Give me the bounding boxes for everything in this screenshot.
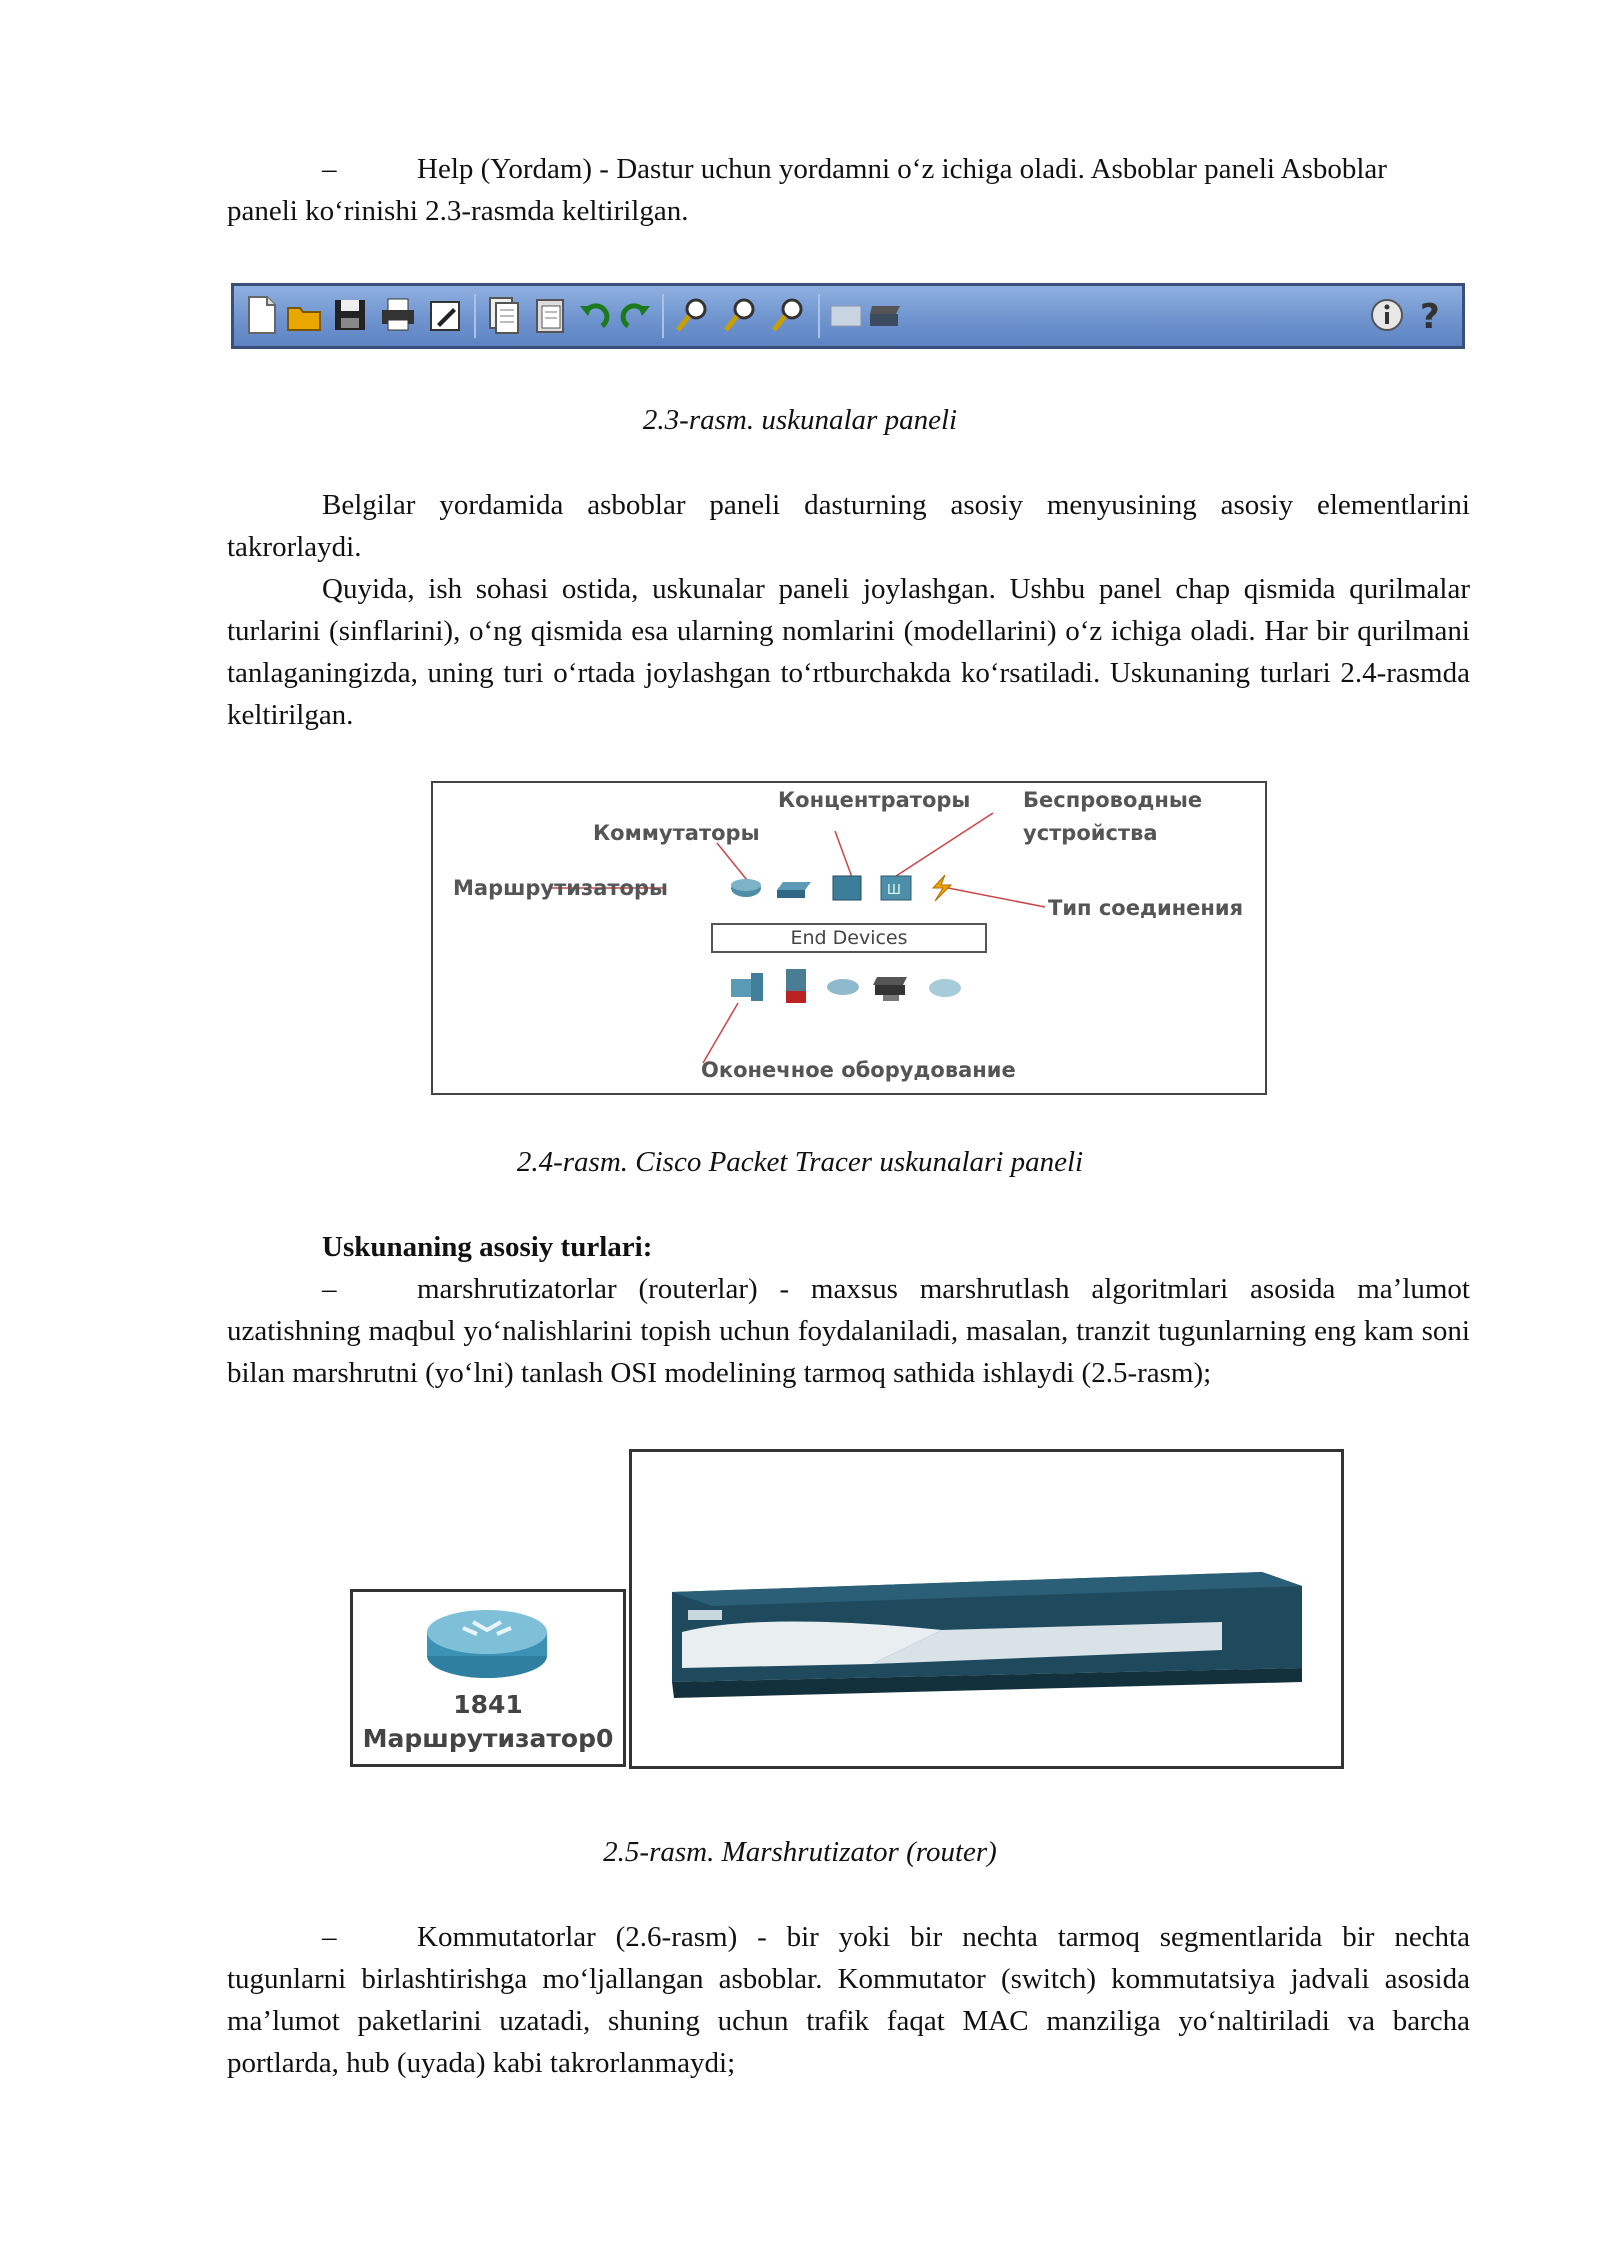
router-device-image [662, 1572, 1312, 1712]
end-devices-label[interactable]: End Devices [711, 923, 987, 953]
help-text-line2: paneli ko‘rinishi 2.3-rasmda keltirilgan. [227, 195, 689, 227]
undo-icon [576, 294, 612, 336]
edit-icon [427, 294, 463, 336]
pc-icon[interactable] [729, 971, 765, 1005]
wireless-icon[interactable] [879, 874, 913, 902]
new-file-icon [243, 294, 279, 336]
phone-icon[interactable] [825, 977, 861, 997]
help-icon [1414, 294, 1450, 336]
router-model-label: 1841 [453, 1690, 523, 1719]
palette-icon [828, 294, 864, 336]
figure-caption: 2.5-rasm. Marshrutizator (router) [603, 1836, 997, 1868]
bullet-dash: – [322, 1921, 337, 1953]
device-panel-figure [431, 781, 1267, 1095]
switch-icon[interactable] [777, 878, 813, 900]
router-icon-panel [350, 1589, 626, 1767]
server-icon[interactable] [783, 967, 809, 1005]
router-text: marshrutizatorlar (routerlar) - maxsus marshrutlash algoritmlari asosida ma’lumot uzatishning maqbul yo‘nalishlarini topish uchun foydalaniladi, masalan, tranzit tugunlarning eng kam soni bilan marshrutni (yo‘lni) tanlash OSI modelining tarmoq sathida ishlaydi (2.5-rasm); [227, 1273, 1470, 1389]
figure-caption: 2.4-rasm. Cisco Packet Tracer uskunalari paneli [516, 1146, 1084, 1178]
router-paragraph [227, 1268, 1470, 1394]
redo-icon [618, 294, 654, 336]
bullet-dash: – [322, 153, 337, 185]
router-name-label: Маршрутизатор0 [362, 1724, 614, 1753]
switch-paragraph [227, 1916, 1470, 2084]
connection-icon[interactable] [927, 873, 955, 903]
open-folder-icon [286, 294, 322, 336]
cloud-icon[interactable] [927, 977, 963, 999]
router-photo-panel [629, 1449, 1344, 1769]
label-wireless-line1: Беспроводные [1023, 788, 1203, 812]
device-icon [868, 294, 904, 336]
zoom-in-icon [674, 294, 710, 336]
switch-text: Kommutatorlar (2.6-rasm) - bir yoki bir nechta tarmoq segmentlarida bir nechta tugunlarni birlashtirishga mo‘ljallangan asboblar. Kommutator (switch) kommutatsiya jadvali asosida ma’lumot paketlarini uzatadi, shuning uchun trafik faqat MAC manziliga yo‘naltiriladi va barcha portlarda, hub (uyada) kabi takrorlanmaydi; [227, 1921, 1470, 2079]
paragraph-quyida: Quyida, ish sohasi ostida, uskunalar paneli joylashgan. Ushbu panel chap qismida qurilmalar turlarini (sinflarini), o‘ng qismida esa ularning nomlarini (modellarini) o‘z ichiga oladi. Har bir qurilmani tanlaganingizda, uning turi o‘rtada joylashgan to‘rtburchakda ko‘rsatiladi. Uskunaning turlari 2.4-rasmda keltirilgan. [227, 573, 1470, 731]
info-icon [1369, 294, 1405, 336]
label-connection-type: Тип соединения [1048, 896, 1244, 920]
router-symbol-icon [423, 1606, 551, 1682]
label-switches: Коммутаторы [593, 821, 760, 845]
figure-caption: 2.3-rasm. uskunalar paneli [642, 404, 958, 436]
copy-icon [486, 294, 522, 336]
router-icon[interactable] [729, 876, 763, 900]
bullet-dash: – [322, 1273, 337, 1305]
paragraph-belgilar: Belgilar yordamida asboblar paneli dasturning asosiy menyusining asosiy elementlarini takrorlaydi. [227, 489, 1470, 563]
zoom-out-icon [770, 294, 806, 336]
toolbar-separator [662, 294, 664, 338]
printer-icon[interactable] [873, 969, 911, 1003]
toolbar-separator [474, 294, 476, 338]
label-terminal-equipment: Оконечное оборудование [701, 1058, 1016, 1082]
section-heading [227, 1226, 1470, 1268]
zoom-reset-icon [722, 294, 758, 336]
hub-icon[interactable] [831, 874, 863, 902]
save-icon [332, 294, 368, 336]
print-icon [380, 294, 416, 336]
toolbar-separator [818, 294, 820, 338]
svg-text:Ш: Ш [887, 883, 901, 898]
label-wireless-line2: устройства [1023, 821, 1158, 845]
svg-text:?: ? [1420, 297, 1440, 336]
label-hubs: Концентраторы [778, 788, 971, 812]
toolbar-figure [231, 283, 1465, 349]
section-heading-text: Uskunaning asosiy turlari: [322, 1231, 653, 1263]
label-routers: Маршрутизаторы [453, 876, 669, 900]
help-paragraph [227, 148, 1470, 190]
help-text-line1: Help (Yordam) - Dastur uchun yordamni o‘z ichiga oladi. Asboblar paneli Asboblar [417, 153, 1387, 185]
paste-icon [532, 294, 568, 336]
